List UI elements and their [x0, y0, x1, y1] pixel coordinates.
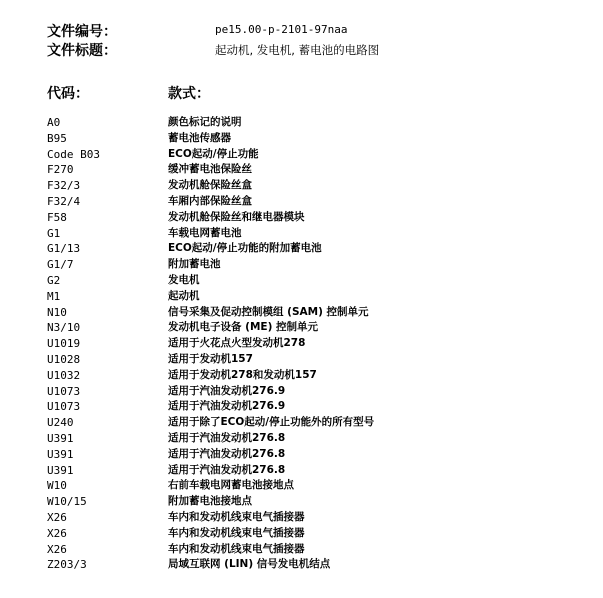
- component-description: 车载电网蓄电池: [168, 226, 242, 239]
- component-code: U1073: [47, 384, 81, 398]
- component-description: 附加蓄电池: [168, 258, 221, 271]
- document-number-value: pe15.00-p-2101-97naa: [215, 23, 348, 36]
- legend-row: [47, 226, 587, 242]
- component-description: 发电机: [168, 273, 200, 286]
- legend-row: [47, 431, 587, 447]
- component-code: Z203/3: [47, 558, 87, 572]
- legend-row: [47, 131, 587, 147]
- component-description: 发动机舱保险丝和继电器模块: [168, 210, 305, 223]
- component-code: U391: [47, 447, 74, 461]
- legend-row: [47, 257, 587, 273]
- legend-list: [47, 115, 587, 573]
- legend-row: [47, 557, 587, 573]
- legend-row: [47, 447, 587, 463]
- component-description: 适用于发动机278和发动机157: [168, 368, 317, 381]
- component-code: F32/4: [47, 194, 81, 208]
- component-code: G1/13: [47, 242, 81, 256]
- component-code: F32/3: [47, 179, 81, 193]
- component-code: G1: [47, 226, 61, 240]
- legend-row: [47, 289, 587, 305]
- legend-row: [47, 320, 587, 336]
- component-code: U1032: [47, 368, 81, 382]
- component-description: 适用于发动机157: [168, 352, 253, 365]
- component-code: N10: [47, 305, 67, 319]
- component-description: 适用于汽油发动机276.8: [168, 431, 286, 444]
- component-code: W10: [47, 479, 67, 493]
- legend-row: [47, 115, 587, 131]
- component-code: N3/10: [47, 321, 81, 335]
- component-description: 局域互联网 (LIN) 信号发电机结点: [168, 558, 331, 571]
- component-description: 右前车载电网蓄电池接地点: [168, 479, 294, 492]
- legend-row: [47, 241, 587, 257]
- component-code: A0: [47, 116, 61, 129]
- component-description: 发动机舱保险丝盒: [168, 179, 252, 192]
- legend-row: [47, 526, 587, 542]
- legend-row: [47, 305, 587, 321]
- component-description: 车内和发动机线束电气插接器: [168, 526, 305, 539]
- component-description: 适用于汽油发动机276.8: [168, 447, 286, 460]
- component-code: U1019: [47, 337, 81, 351]
- component-description: 缓冲蓄电池保险丝: [168, 163, 252, 176]
- legend-row: [47, 194, 587, 210]
- component-code: U240: [47, 416, 74, 430]
- component-description: 颜色标记的说明: [168, 116, 242, 128]
- legend-row: [47, 352, 587, 368]
- legend-row: [47, 273, 587, 289]
- component-description: 起动机: [168, 289, 200, 302]
- legend-row: [47, 415, 587, 431]
- component-description: 发动机电子设备 (ME) 控制单元: [168, 321, 319, 334]
- legend-row: [47, 336, 587, 352]
- legend-row: [47, 384, 587, 400]
- document-number-label: 文件编号：: [47, 24, 117, 40]
- component-code: F270: [47, 163, 74, 177]
- document-number-row: [47, 21, 587, 39]
- legend-row: [47, 510, 587, 526]
- legend-row: [47, 494, 587, 510]
- document-title-row: [47, 40, 587, 58]
- component-code: X26: [47, 510, 67, 524]
- component-description: ECO起动/停止功能的附加蓄电池: [168, 242, 322, 255]
- legend-row: [47, 542, 587, 558]
- code-column-header: 代码：: [47, 86, 89, 102]
- component-code: U1028: [47, 352, 81, 366]
- description-column-header: 款式：: [168, 86, 210, 102]
- component-code: U1073: [47, 400, 81, 414]
- component-code: X26: [47, 526, 67, 540]
- component-code: G2: [47, 273, 61, 287]
- component-description: 蓄电池传感器: [168, 131, 231, 144]
- component-code: Code B03: [47, 147, 100, 161]
- component-code: W10/15: [47, 495, 87, 509]
- component-description: 车内和发动机线束电气插接器: [168, 542, 305, 555]
- component-description: 信号采集及促动控制模组 (SAM) 控制单元: [168, 305, 369, 318]
- document-title-value: 起动机, 发电机, 蓄电池的电路图: [215, 43, 380, 57]
- legend-row: [47, 478, 587, 494]
- legend-row: [47, 399, 587, 415]
- component-description: 车内和发动机线束电气插接器: [168, 510, 305, 523]
- component-code: F58: [47, 210, 67, 224]
- document-title-label: 文件标题：: [47, 43, 117, 59]
- component-description: 适用于汽油发动机276.8: [168, 463, 286, 476]
- component-code: X26: [47, 542, 67, 556]
- legend-row: [47, 147, 587, 163]
- legend-row: [47, 210, 587, 226]
- component-description: 适用于火花点火型发动机278: [168, 337, 306, 350]
- component-description: 适用于汽油发动机276.9: [168, 384, 286, 397]
- component-description: 附加蓄电池接地点: [168, 495, 252, 508]
- legend-row: [47, 368, 587, 384]
- component-code: B95: [47, 131, 67, 145]
- component-description: ECO起动/停止功能: [168, 147, 259, 160]
- component-code: M1: [47, 289, 61, 303]
- component-description: 车厢内部保险丝盒: [168, 194, 252, 207]
- component-code: U391: [47, 463, 74, 477]
- component-description: 适用于除了ECO起动/停止功能外的所有型号: [168, 416, 375, 429]
- component-code: G1/7: [47, 258, 74, 272]
- legend-row: [47, 178, 587, 194]
- component-code: U391: [47, 431, 74, 445]
- legend-row: [47, 162, 587, 178]
- legend-row: [47, 463, 587, 479]
- component-description: 适用于汽油发动机276.9: [168, 400, 286, 413]
